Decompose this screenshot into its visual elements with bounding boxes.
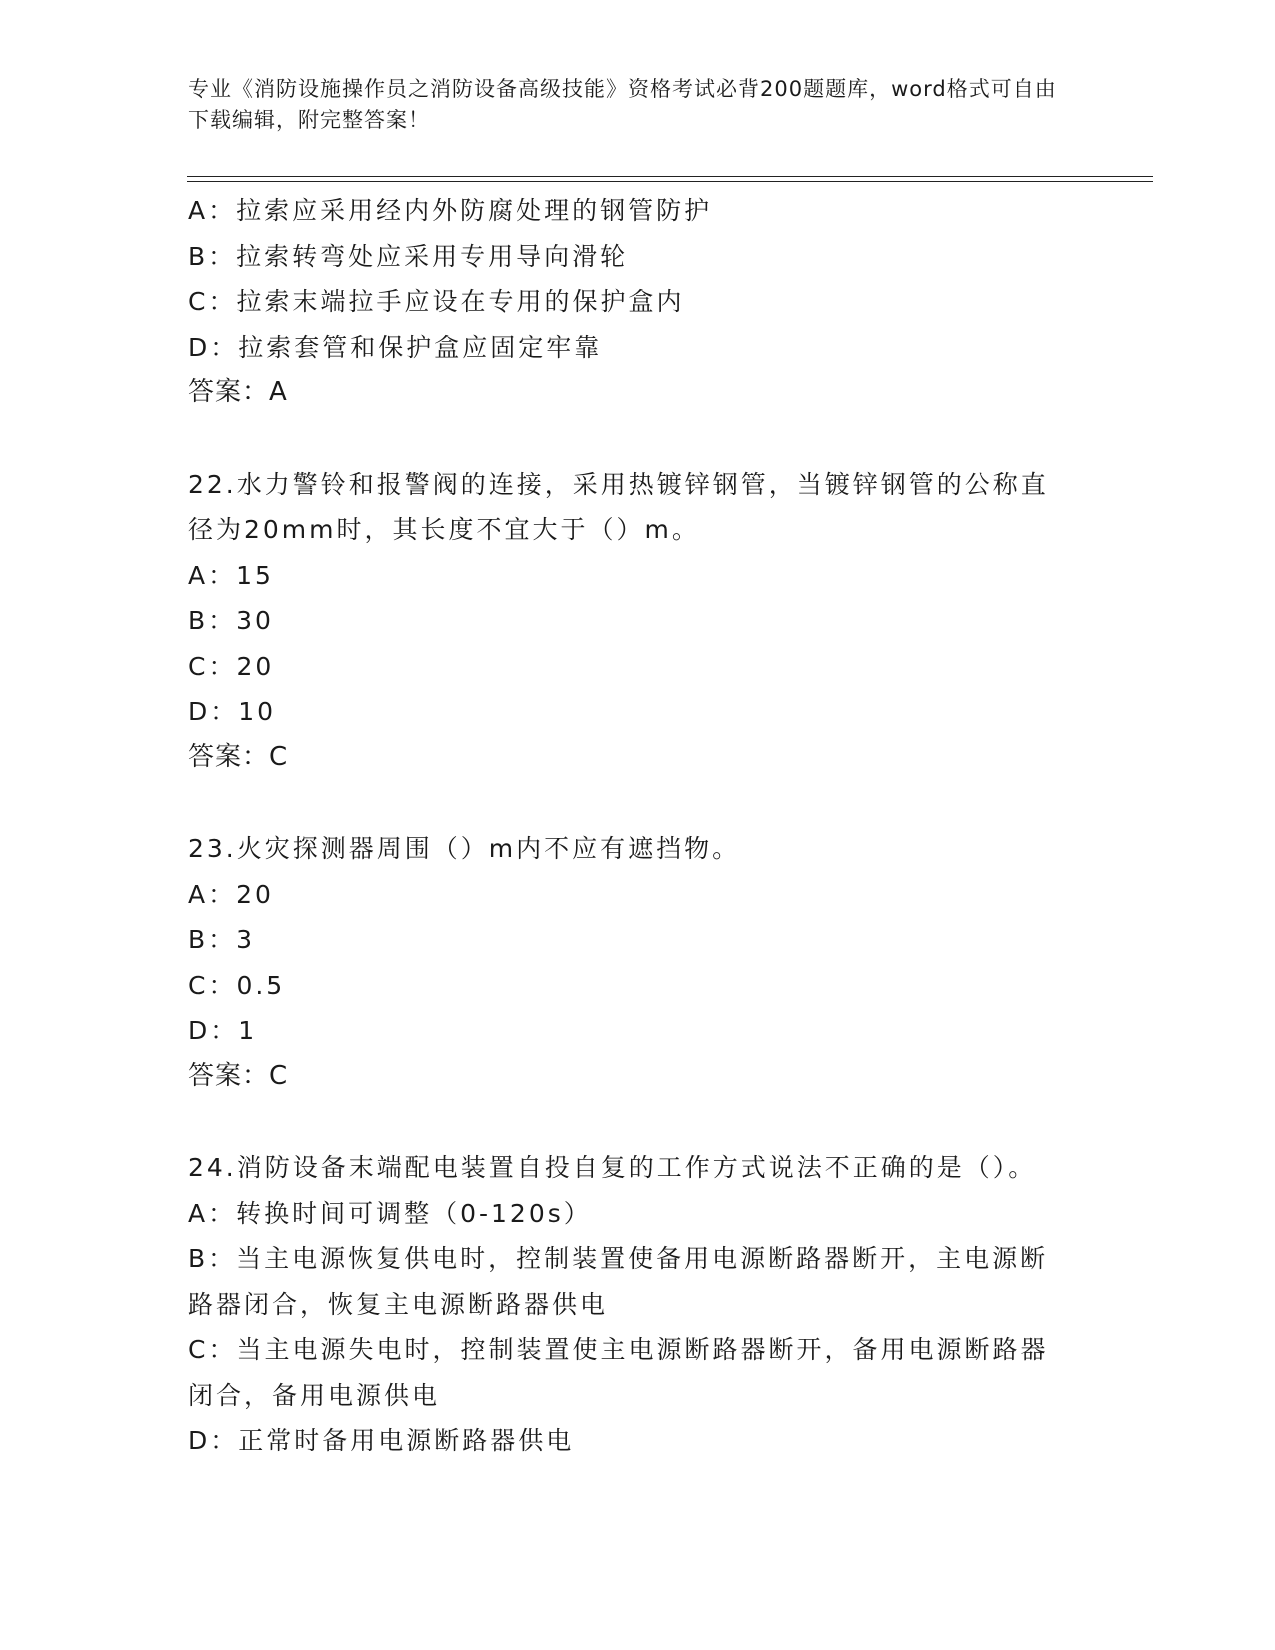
- question-stem-continued: 径为20mm时，其长度不宜大于（）m。: [188, 515, 700, 544]
- option-b: B：当主电源恢复供电时，控制装置使备用电源断路器断开，主电源断: [188, 1244, 1049, 1273]
- option-d: D：10: [188, 697, 277, 726]
- document-header: 专业《消防设施操作员之消防设备高级技能》资格考试必背200题题库，word格式可自由下载编辑，附完整答案！: [188, 77, 1057, 132]
- option-a: A：拉索应采用经内外防腐处理的钢管防护: [188, 196, 713, 225]
- option-d: D：拉索套管和保护盒应固定牢靠: [188, 332, 603, 362]
- option-b: B：3: [188, 925, 256, 954]
- option-b: B：拉索转弯处应采用专用导向滑轮: [188, 241, 629, 271]
- question-stem: 23.火灾探测器周围（）m内不应有遮挡物。: [188, 834, 741, 863]
- answer: 答案：C: [188, 1060, 289, 1091]
- header-divider-bottom: [187, 181, 1153, 182]
- option-a: A：转换时间可调整（0-120s）: [188, 1198, 592, 1228]
- question-24: [188, 1145, 1078, 1464]
- question-23: [188, 826, 1078, 1099]
- option-b-continued: 路器闭合，恢复主电源断路器供电: [188, 1289, 609, 1319]
- answer: 答案：C: [188, 741, 289, 772]
- option-c: C：20: [188, 651, 275, 681]
- question-22: [188, 462, 1078, 781]
- option-a: A：15: [188, 560, 274, 590]
- question-stem: 22.水力警铃和报警阀的连接，采用热镀锌钢管，当镀锌钢管的公称直: [188, 469, 1049, 499]
- option-d: D：正常时备用电源断路器供电: [188, 1426, 575, 1455]
- answer: 答案：A: [188, 377, 288, 407]
- question-21: [188, 188, 1078, 416]
- option-c: C：0.5: [188, 970, 286, 1000]
- option-a: A：20: [188, 879, 274, 909]
- option-c-continued: 闭合，备用电源供电: [188, 1380, 441, 1410]
- question-list: [188, 188, 1078, 1464]
- option-b: B：30: [188, 606, 274, 635]
- option-c: C：当主电源失电时，控制装置使主电源断路器断开，备用电源断路器: [188, 1335, 1049, 1364]
- question-stem: 24.消防设备末端配电装置自投自复的工作方式说法不正确的是（）。: [188, 1153, 1037, 1182]
- header-divider-top: [187, 176, 1153, 177]
- option-c: C：拉索末端拉手应设在专用的保护盒内: [188, 287, 685, 316]
- option-d: D：1: [188, 1016, 258, 1045]
